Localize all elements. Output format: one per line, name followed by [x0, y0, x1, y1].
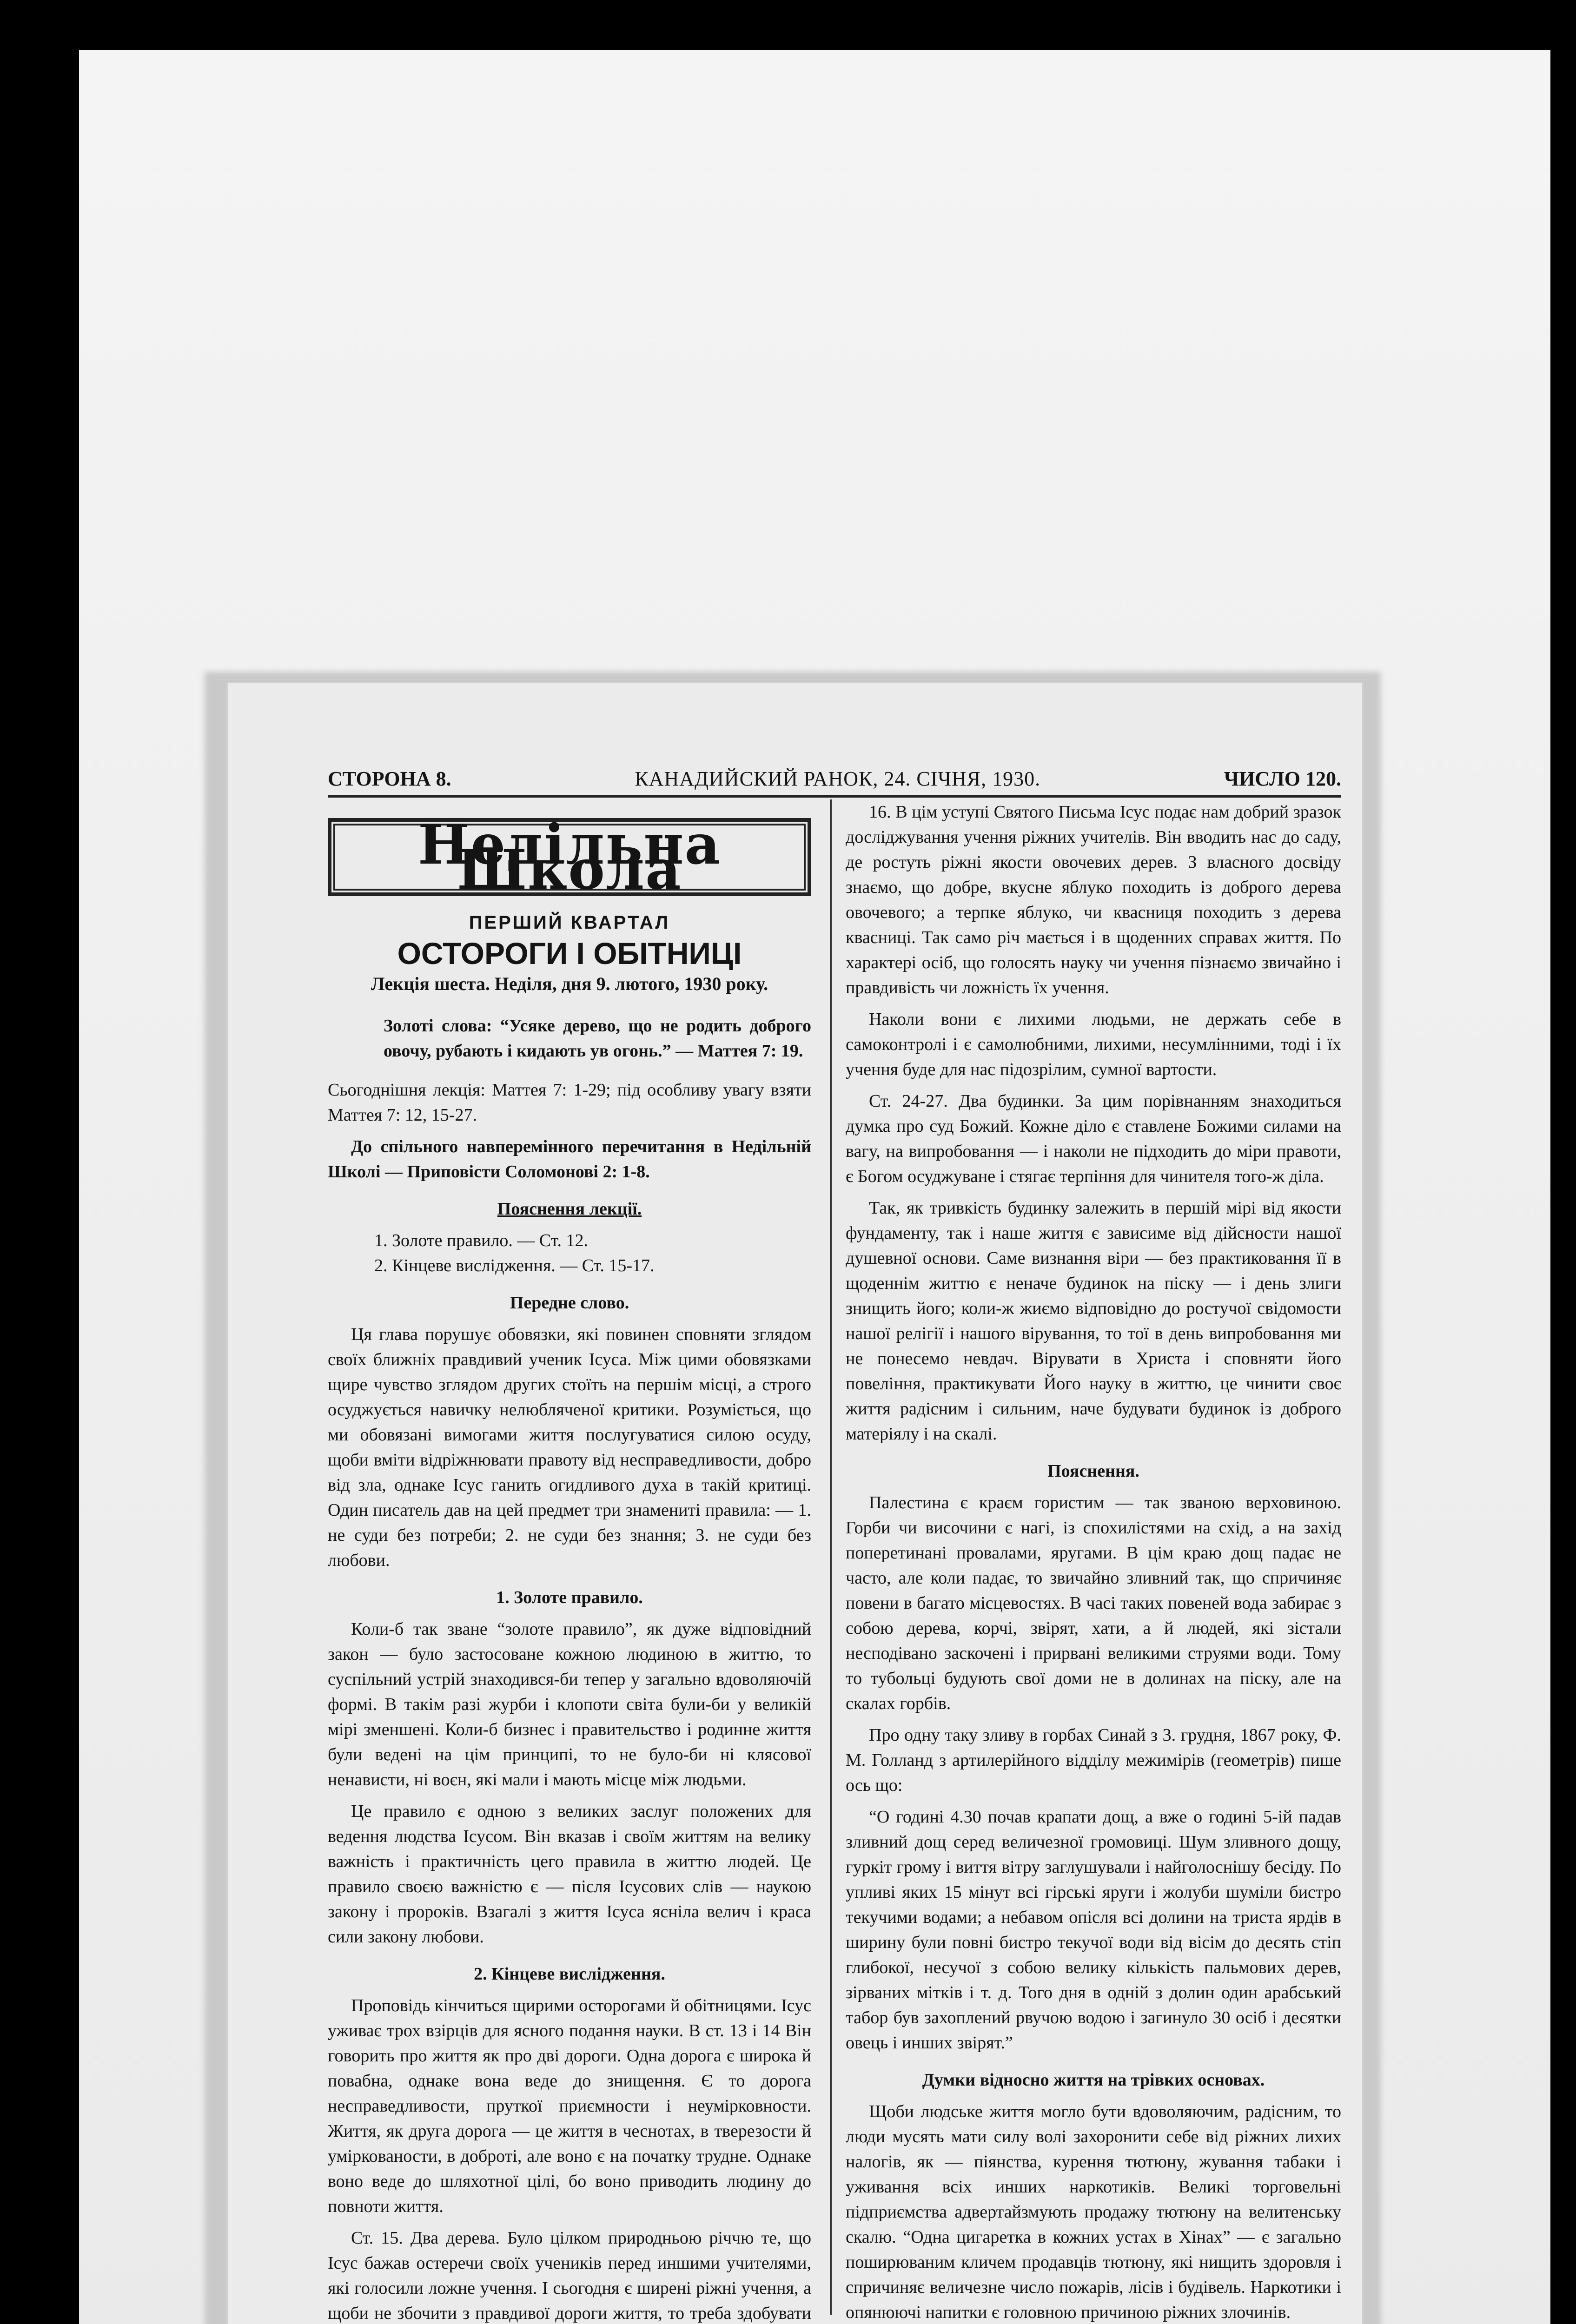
- quote-paragraph: “О годині 4.30 почав крапати дощ, а вже о годині 5-ій падав зливний дощ серед величезної громовиці. Шум зливного дощу, гуркіт грому і виття вітру заглушували і найголоснішу бесіду. По упливі яких 15 мінут всі гірські яруги і жолуби шуміли бистро текучими водами; а небавом опісля всі долини на триста ярдів в ширину були повні бистро текучої води від вісім до десять стіп глибокої, несучої з собою велику кількість пальмових дерев, зірваних мітків і т. д. Того дня в одній з долин один арабський табор був захоплений рвучою водою і загинуло 30 осіб і десятки овець і инших звірят.”: [846, 1807, 1341, 2053]
- paragraph: Ст. 24-27. Два будинки. За цим порівнанням знаходиться думка про суд Божий. Кожне діло є ставлене Божими силами на вагу, на випробовання — і наколи не підходить до міри правоти, є Богом осуджуване і стягає терпіння для чинителя того-ж діла.: [846, 1091, 1341, 1186]
- page-number: СТОРОНА 8.: [328, 767, 451, 790]
- lesson-title: ОСТОРОГИ І ОБІТНИЦІ: [397, 936, 742, 971]
- today-lesson: Сьогоднішня лекція: Маттея 7: 1-29; під особливу увагу взяти Маттея 7: 12, 15-27.: [328, 1080, 811, 1125]
- section-golden-rule-heading: 1. Золоте правило.: [496, 1588, 643, 1607]
- reading-passage: До спільного навперемінного перечитання в Недільній Школі — Приповісти Соломонові 2: 1-8.: [328, 1137, 811, 1182]
- newspaper-dateline: КАНАДИЙСКИЙ РАНОК, 24. СІЧНЯ, 1930.: [635, 767, 1041, 790]
- issue-number: ЧИСЛО 120.: [1224, 767, 1341, 790]
- paragraph: Ст. 15. Два дерева. Було цілком природньою річчю те, що Ісус бажав остеречи своїх учеників перед иншими учителями, які голосили ложне учення. І сьогодня є ширені ріжні учення, а щоби не збочити з правдивої дороги життя, то треба здобувати: [328, 2228, 811, 2323]
- paragraph: 16. В цім уступі Святого Письма Ісус подає нам добрий зразок досліджування учення ріжних учителів. Він вводить нас до саду, де ростуть ріжні якости овочевих дерев. З власного досвіду знаємо, що добре, вкусне яблуко походить із доброго дерева овочевого; а терпке яблуко, чи квасниця походить з дерева квасниці. Так само річ мається і в щоденних справах життя. По характері осіб, що голосять науку чи учення пізнаємо звичайно і правдивість чи ложність їх учення.: [846, 802, 1341, 997]
- page-header: [328, 762, 1341, 798]
- golden-words: Золоті слова: “Усяке дерево, що не родить доброго овочу, рубають і кидають ув огонь.” — Маттея 7: 19.: [384, 1016, 811, 1061]
- thoughts-heading: Думки відносно життя на трівких основах.: [922, 2070, 1265, 2090]
- right-column: [830, 799, 1341, 2322]
- paragraph: Коли-б так зване “золоте правило”, як дуже відповідний закон — було застосоване кожною людиною в життю, то суспільний устрій знаходився-би тепер у загально вдоволяючій формі. В такім разі журби і клопоти світа були-би у великій мірі зменшені. Коли-б бизнес і правительство і родинне життя були ведені на цім принципі, то не було-би ні клясової ненависти, ні воєн, які мали і мають місце між людьми.: [328, 1619, 811, 1789]
- paragraph: Про одну таку зливу в горбах Синай з 3. грудня, 1867 року, Ф. М. Голланд з артилерійного відділу межимірів (геометрів) пише ось що:: [846, 1725, 1341, 1795]
- lesson-date: Лекція шеста. Неділя, дня 9. лютого, 1930 року.: [371, 973, 768, 994]
- explanations-heading: Пояснення лекції.: [497, 1199, 642, 1219]
- explanations-subheading: Пояснення.: [1047, 1461, 1139, 1481]
- list-item: 1. Золоте правило. — Ст. 12.: [374, 1231, 589, 1250]
- masthead-title: Недільна Школа: [328, 818, 811, 896]
- quarter-label: ПЕРШИЙ КВАРТАЛ: [469, 912, 670, 933]
- preface-heading: Передне слово.: [510, 1293, 629, 1313]
- paragraph: Наколи вони є лихими людьми, не держать себе в самоконтролі і є самолюбними, лихими, несумлінними, тоді і їх учення буде для нас підозрілим, сумної вартости.: [846, 1010, 1341, 1079]
- explanations-list: [328, 1228, 811, 1278]
- newspaper-page: [228, 683, 1362, 2324]
- paragraph: Щоби людське життя могло бути вдоволяючим, радісним, то люди мусять мати силу волі захоронити себе від ріжних лихих налогів, як — піянства, курення тютюну, жування табаки і уживання всіх инших наркотиків. Великі торговельні підприємства адвертайзмують продажу тютюну на велитенську скалю. “Одна цигаретка в кожних устах в Хінах” — є загально поширюваним кличем продавців тютюну, які нищить здоровля і спричиняє величезне число пожарів, лісів і будівель. Наркотики і опянюючі напитки є головною причиною ріжних злочинів.: [846, 2102, 1341, 2322]
- list-item: 2. Кінцеве вислідження. — Ст. 15-17.: [374, 1256, 655, 1275]
- paragraph: Проповідь кінчиться щирими осторогами й обітницями. Ісус уживає трох взірців для ясного подання науки. В ст. 13 і 14 Він говорить про життя як про дві дороги. Одна дорога є широка й повабна, однаке вона веде до знищення. Є то дорога несправедливости, пруткої приємности і неумірковности. Життя, як друга дорога — це життя в чеснотах, в тверезости й уміркованости, в доброті, але воно є на початку трудне. Однаке воно веде до шляхотної цілі, бо воно приводить людину до повноти життя.: [328, 1996, 811, 2216]
- section-final-result-heading: 2. Кінцеве вислідження.: [474, 1964, 665, 1984]
- paragraph: Так, як тривкість будинку залежить в першій мірі від якости фундаменту, так і наше життя є зависиме від дійсности нашої душевної основи. Саме визнання віри — без практиковання її в щоденнім життю є неначе будинок на піску — і день злиги знищить його; коли-ж жиємо відповідно до ростучої свідомости нашої релігії і нашого вірування, то тої в день випробовання ми не понесемо невдач. Вірувати в Христа і сповняти його повеління, практикувати Його науку в життю, це чинити своє життя радісним і сильним, наче будувати будинок із доброго матеріялу і на скалі.: [846, 1198, 1341, 1444]
- left-column: [328, 799, 821, 2323]
- paragraph: Палестина є краєм гористим — так званою верховиною. Горби чи височини є нагі, із спохилістями на схід, а на захід поперетинані провалами, яругами. В цім краю дощ падає не часто, але коли падає, то звичайно зливний так, що спричиняє повени в багато місцевостях. В часі таких повеней вода забирає з собою дерева, корчі, звірят, хати, а й людей, які зістали несподівано заскочені і прирвані великими струями води. Тому то тубольці будують свої доми не в долинах на піску, але на скалах горбів.: [846, 1493, 1341, 1713]
- preface-text: Ця глава порушує обовязки, які повинен сповняти зглядом своїх ближніх правдивий ученик Ісуса. Між цими обовязками щире чувство зглядом других стоїть на першім місці, а строго осуджується навичку нелюбляченої критики. Розуміється, що ми обовязані вимогами життя послугуватися силою осуду, щоби вміти відріжнювати правоту від несправедливости, добро від зла, однаке Ісус ганить огидливого духа в такій критиці. Один писатель дав на цей предмет три знаменитi правила: — 1. не суди без потреби; 2. не суди без знання; 3. не суди без любови.: [328, 1325, 811, 1570]
- paragraph: Це правило є одною з великих заслуг положених для ведення людства Ісусом. Він вказав і своїм життям на велику важність і практичність цего правила в життю людей. Це правило своєю важністю є — після Ісусових слів — наукою закону і пророків. Взагалі з життя Ісуса ясніла велич і краса сили закону любови.: [328, 1802, 811, 1947]
